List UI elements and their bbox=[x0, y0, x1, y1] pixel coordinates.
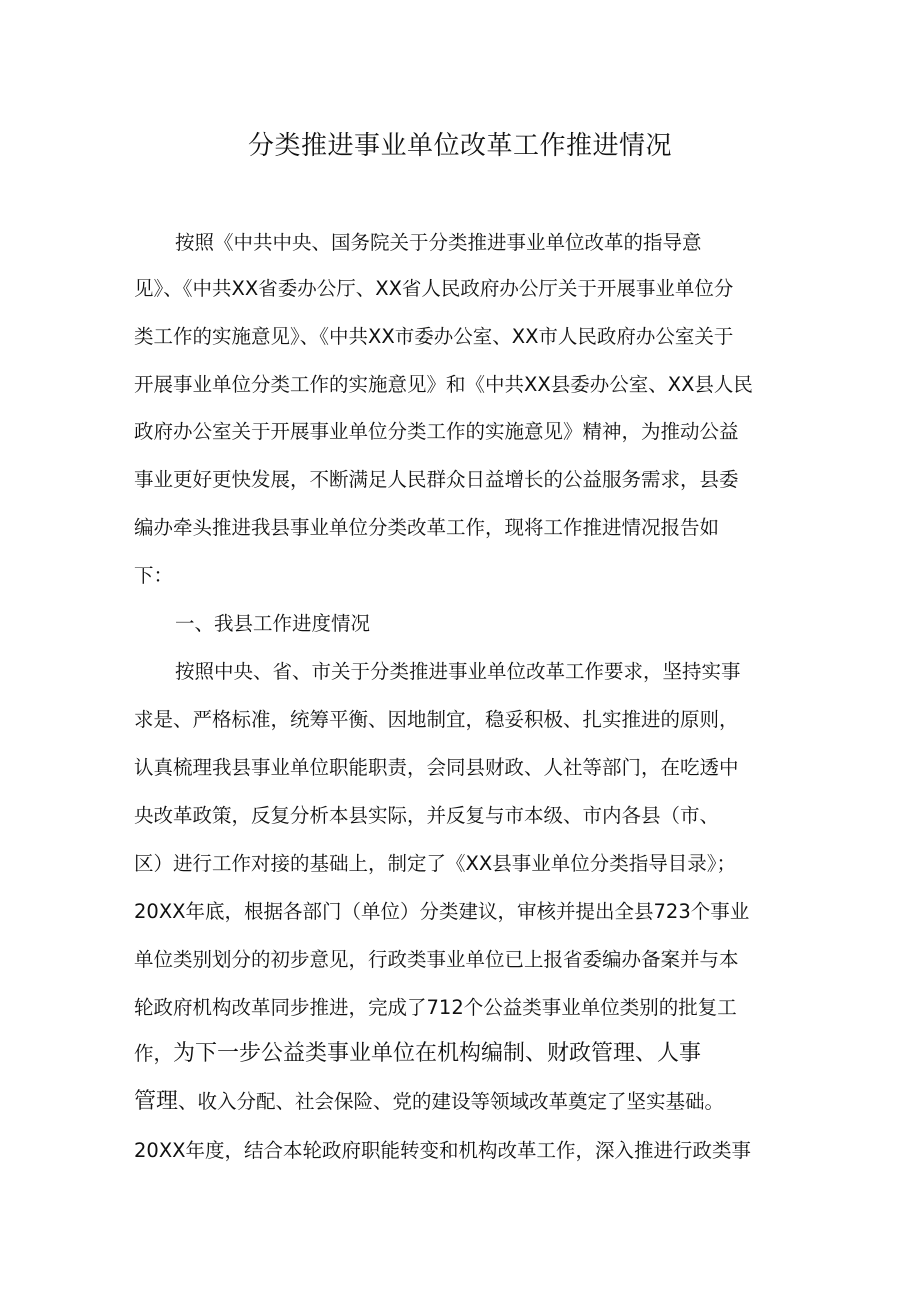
line-segment: 、收入分配、社会保险、党的建设等领域改革奠定了坚实基础。 bbox=[178, 1090, 725, 1113]
paragraph-line: 见》、《中共XX省委办公厅、XX省人民政府办公厅关于开展事业单位分 bbox=[134, 277, 734, 300]
paragraph-line: 编办牵头推进我县事业单位分类改革工作，现将工作推进情况报告如 bbox=[134, 516, 720, 539]
paragraph-line: 20XX年度，结合本轮政府职能转变和机构改革工作，深入推进行政类事 bbox=[134, 1139, 752, 1162]
paragraph-line: 按照《中共中央、国务院关于分类推进事业单位改革的指导意 bbox=[175, 231, 702, 254]
section-heading: 一、我县工作进度情况 bbox=[175, 612, 371, 635]
line-segment: 作， bbox=[134, 1042, 174, 1065]
paragraph-line: 认真梳理我县事业单位职能职责，会同县财政、人社等部门，在吃透中 bbox=[134, 756, 739, 779]
line-segment-large: 为下一步公益类事业单位在机构编制、财政管理、人事 bbox=[173, 1041, 702, 1066]
paragraph-line: 轮政府机构改革同步推进，完成了712个公益类事业单位类别的批复工 bbox=[134, 996, 737, 1019]
line-segment-large: 管理 bbox=[134, 1089, 179, 1114]
page-title: 分类推进事业单位改革工作推进情况 bbox=[247, 131, 672, 161]
paragraph-line: 按照中央、省、市关于分类推进事业单位改革工作要求，坚持实事 bbox=[175, 660, 741, 683]
paragraph-line: 单位类别划分的初步意见，行政类事业单位已上报省委编办备案并与本 bbox=[134, 948, 739, 971]
paragraph-line bbox=[134, 1039, 774, 1069]
paragraph-line: 求是、严格标准，统筹平衡、因地制宜，稳妥积极、扎实推进的原则， bbox=[134, 708, 739, 731]
paragraph-line: 下： bbox=[134, 564, 174, 587]
paragraph-line: 类工作的实施意见》、《中共XX市委办公室、XX市人民政府办公室关于 bbox=[134, 325, 734, 348]
paragraph-line: 开展事业单位分类工作的实施意见》和《中共XX县委办公室、XX县人民 bbox=[134, 373, 753, 396]
paragraph-line: 央改革政策，反复分析本县实际，并反复与市本级、市内各县（市、 bbox=[134, 804, 720, 827]
paragraph-line: 政府办公室关于开展事业单位分类工作的实施意见》精神，为推动公益 bbox=[134, 420, 739, 443]
paragraph-line: 事业更好更快发展，不断满足人民群众日益增长的公益服务需求，县委 bbox=[134, 468, 739, 491]
paragraph-line bbox=[134, 1087, 774, 1117]
paragraph-line: 20XX年底，根据各部门（单位）分类建议，审核并提出全县723个事业 bbox=[134, 900, 750, 923]
paragraph-line: 区）进行工作对接的基础上，制定了《XX县事业单位分类指导目录》； bbox=[134, 852, 736, 875]
